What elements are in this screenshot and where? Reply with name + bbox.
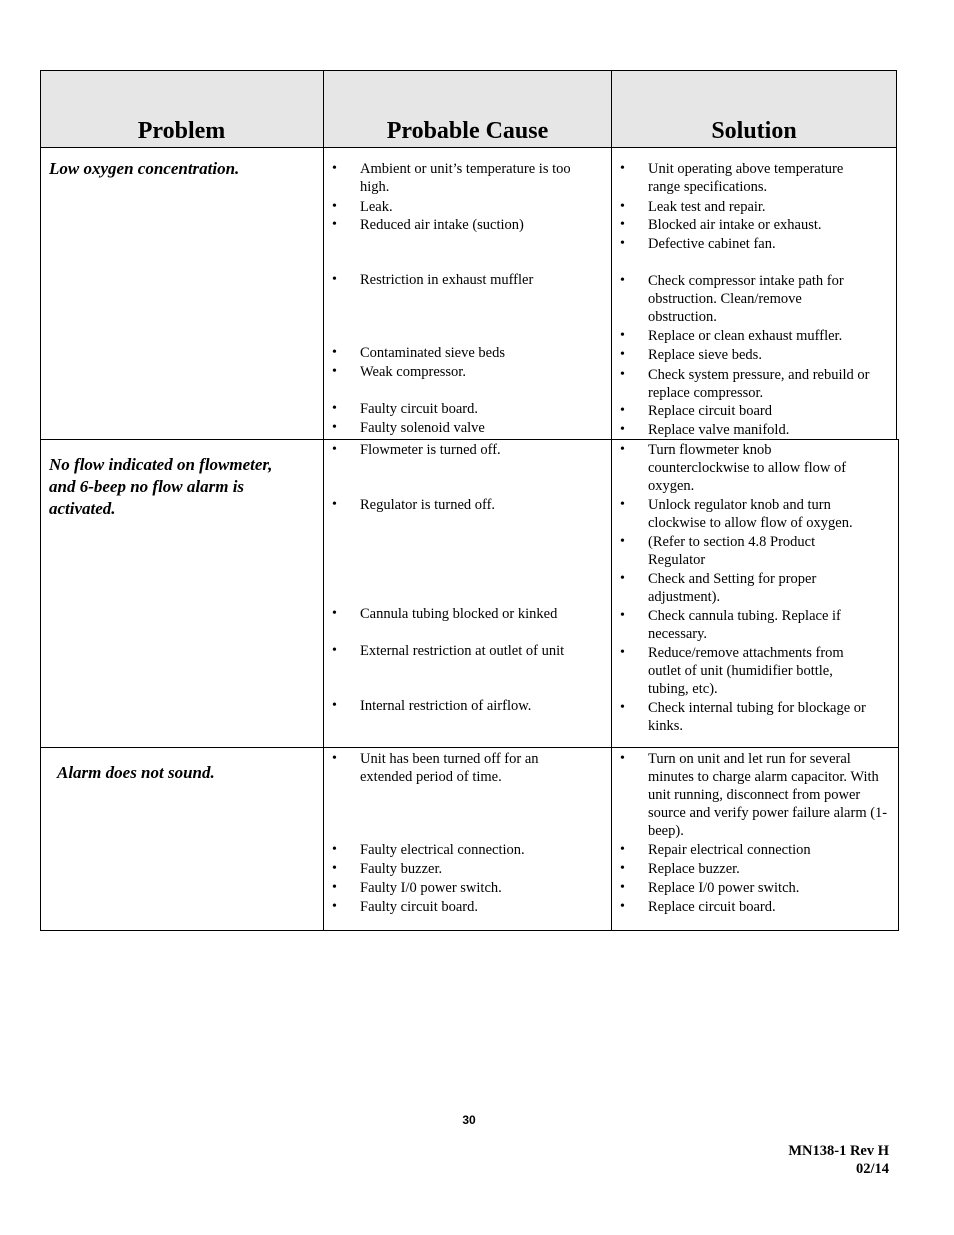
problem-text-line: Low oxygen concentration. [49,159,240,178]
document-revision: MN138-1 Rev H [788,1143,889,1159]
column-divider-2 [611,70,612,931]
problem-text-line: Alarm does not sound. [57,763,215,782]
table-border-right-lower [898,439,899,931]
table-border-left [40,70,41,931]
header-probable-cause: Probable Cause [386,118,549,144]
page-number: 30 [462,1113,476,1127]
problem-alarm [57,762,215,784]
document-id [788,1142,889,1178]
table-border-bottom [40,930,899,931]
row-divider-2 [40,747,899,748]
problem-text-line: activated. [49,499,116,518]
troubleshooting-table: Problem Probable Cause Solution Low oxygen concentration. • Ambient or unit’s temperature is too high. • Leak. • Reduced air intake (suction) • Restriction in exhaust muffler • Contaminated sieve beds • Weak compressor. • Faulty circuit board. • Faulty solenoid valve • Unit operating above temperature range specifications. • Leak test and repair. • Blocked air intake or exhaust. • Defective cabinet fan. • Check compressor intake path for obstruction. Clean/remove obstruction. • Replace or clean exhaust muffler. • Replace sieve beds. • Check system pressure, and rebuild or replace compressor. • Replace circuit board • Replace valve manifold. No flow indicated on flowmeter, and 6-beep no flow alarm is activated. • Flowmeter is turned off. • Regulator is turned off. • Cannula tubing blocked or kinked • External restriction at outlet of unit • Internal restriction of airflow. • Turn flowmeter knob counterclockwise to allow flow of oxygen. • Unlock regulator knob and turn clockwise to allow flow of oxygen. • (Refer to section 4.8 Product Regulator • Check and Setting for proper adjustment). • Check cannula tubing. Replace if necessary. • Reduce/remove attachments from outlet of unit (humidifier bottle, tubing, etc). • Check internal tubing for blockage or kinks. Alarm does not sound. • Unit has been turned off for an extended period of time. • Faulty electrical connection. • Faulty buzzer. • Faulty I/0 power switch. • Faulty circuit board. • Turn on unit and let run for several minutes to charge alarm capacitor. With unit running, disconnect from power source and verify power failure alarm (1-beep). • Repair electrical connection • Replace buzzer. • Replace I/0 power switch. • Replace circuit board. [40,70,898,931]
table-border-right-upper [896,70,897,440]
row-divider-1 [40,439,899,440]
problem-text-line: and 6-beep no flow alarm is [49,477,245,496]
table-border-top [40,70,897,71]
header-solution: Solution [711,118,797,144]
problem-no-flow [49,454,272,520]
header-problem: Problem [137,118,226,144]
problem-text-line: No flow indicated on flowmeter, [49,455,273,474]
problem-low-oxygen [49,158,239,180]
header-divider [40,147,897,148]
column-divider-1 [323,70,324,931]
document-date: 02/14 [855,1161,889,1177]
